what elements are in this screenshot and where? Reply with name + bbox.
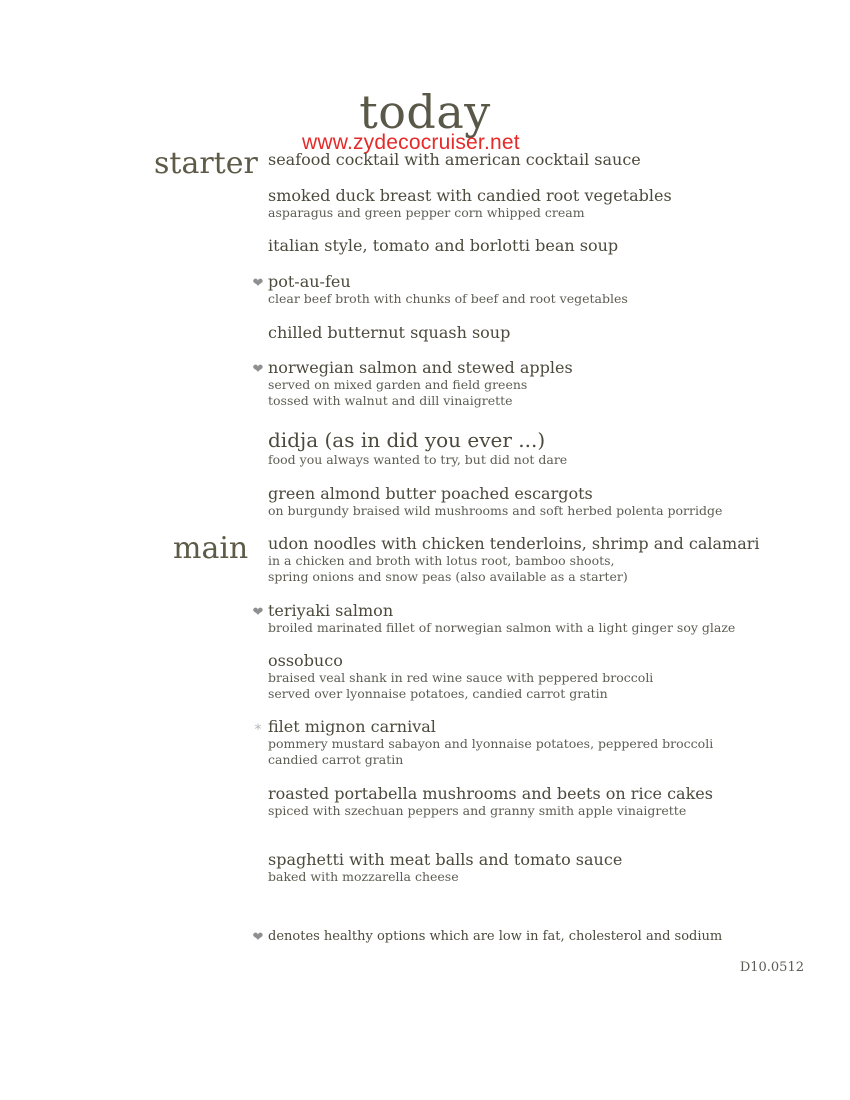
star-icon: * (254, 722, 262, 738)
heart-icon: ❤ (252, 605, 264, 620)
page-title: today (359, 85, 491, 139)
document-code: D10.0512 (739, 960, 804, 975)
menu-item (268, 187, 828, 221)
menu-item-description: clear beef broth with chunks of beef and root vegetables (268, 291, 628, 306)
menu-item-description: food you always wanted to try, but did not dare (268, 452, 568, 467)
menu-item-description: on burgundy braised wild mushrooms and soft herbed polenta porridge (268, 503, 723, 518)
menu-item-name: green almond butter poached escargots (268, 484, 593, 503)
menu-item (268, 273, 828, 307)
menu-item-description: asparagus and green pepper corn whipped cream (268, 205, 585, 220)
menu-item (268, 151, 828, 169)
menu-item (268, 237, 828, 255)
menu-item-description: baked with mozzarella cheese (268, 869, 459, 884)
menu-item (268, 851, 828, 885)
menu-item (268, 785, 828, 819)
menu-item-didja (268, 428, 828, 468)
heart-icon: ❤ (252, 276, 264, 291)
menu-item-name: smoked duck breast with candied root vegetables (268, 186, 672, 205)
menu-item-description: braised veal shank in red wine sauce with peppered broccoli (268, 670, 654, 685)
menu-item (268, 324, 828, 342)
section-label-starter: starter (154, 146, 258, 181)
menu-item-name: pot-au-feu (268, 272, 351, 291)
menu-item-name: ossobuco (268, 651, 343, 670)
heart-icon: ❤ (252, 930, 264, 945)
menu-item-name: didja (as in did you ever ...) (268, 428, 546, 452)
menu-item-description: tossed with walnut and dill vinaigrette (268, 392, 513, 408)
menu-item-description: served on mixed garden and field greens (268, 377, 528, 392)
menu-item-description: in a chicken and broth with lotus root, bamboo shoots, (268, 553, 615, 568)
menu-item-description: candied carrot gratin (268, 751, 404, 767)
section-label-main: main (173, 531, 249, 566)
menu-item (268, 359, 828, 408)
menu-item-name: italian style, tomato and borlotti bean soup (268, 236, 619, 255)
menu-item-name: roasted portabella mushrooms and beets on rice cakes (268, 784, 713, 803)
heart-icon: ❤ (252, 362, 264, 377)
menu-item (268, 485, 828, 519)
menu-item (268, 718, 828, 767)
menu-item-name: teriyaki salmon (268, 601, 394, 620)
menu-item-description: served over lyonnaise potatoes, candied carrot gratin (268, 685, 608, 701)
footnote: denotes healthy options which are low in fat, cholesterol and sodium (268, 929, 723, 944)
menu-item (268, 652, 828, 701)
menu-item-name: seafood cocktail with american cocktail sauce (268, 150, 641, 169)
menu-item (268, 535, 828, 584)
watermark-text: www.zydecocruiser.net (302, 131, 520, 154)
menu-item-name: norwegian salmon and stewed apples (268, 358, 573, 377)
menu-item-description: broiled marinated fillet of norwegian salmon with a light ginger soy glaze (268, 620, 736, 635)
menu-item-name: udon noodles with chicken tenderloins, shrimp and calamari (268, 534, 760, 553)
menu-item-description: spring onions and snow peas (also available as a starter) (268, 568, 628, 584)
menu-item-name: chilled butternut squash soup (268, 323, 511, 342)
menu-item (268, 602, 828, 636)
menu-item-name: spaghetti with meat balls and tomato sauce (268, 850, 623, 869)
menu-item-name: filet mignon carnival (268, 717, 436, 736)
menu-item-description: spiced with szechuan peppers and granny smith apple vinaigrette (268, 803, 687, 818)
menu-item-description: pommery mustard sabayon and lyonnaise potatoes, peppered broccoli (268, 736, 714, 751)
